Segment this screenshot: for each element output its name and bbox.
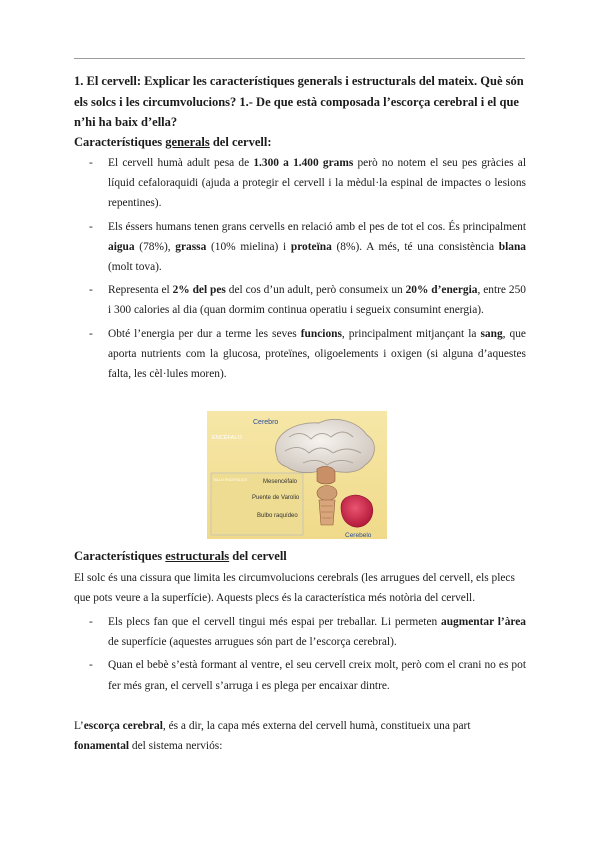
general-heading-post: del cervell: <box>209 135 272 149</box>
list-item: - Els éssers humans tenen grans cervells en relació amb el pes de tot el cos. És principalment aigua (78%), grassa (10% mielina) i proteïna (8%). A més, té una consistència blana (molt tova). <box>89 220 526 274</box>
structural-heading-post: del cervell <box>229 549 287 563</box>
structural-heading-pre: Característiques <box>74 549 166 563</box>
general-heading <box>74 132 272 152</box>
cortex-paragraph: L’escorça cerebral, és a dir, la capa més externa del cervell humà, constitueix una part fonamental del sistema nerviós: <box>74 720 471 753</box>
list-item: - Representa el 2% del pes del cos d’un adult, però consumeix un 20% d’energia, entre 250 i 300 calories al dia (quan dormim continua operatiu i segueix consumint energia). <box>89 284 526 317</box>
structural-heading-underlined: estructurals <box>165 549 230 563</box>
structural-list <box>74 612 526 699</box>
label-encefalo: ENCÉFALO <box>212 435 242 441</box>
cerebelo-shape <box>341 495 373 527</box>
structural-intro: El solc és una cissura que limita les circumvolucions cerebrals (les arrugues del cervell, els plecs que pots veure a la superfície). Aquests plecs és la característica més notòria del cervell. <box>74 572 515 605</box>
list-item: - El cervell humà adult pesa de 1.300 a 1.400 grams però no notem el seu pes gràcies al líquid cefaloraquidi (ajuda a protegir el cervell i la mèdul·la espinal de impactes o lesions repentines). <box>89 157 526 210</box>
label-cerebelo: Cerebelo <box>345 532 372 539</box>
label-bulbo: Bulbo raquídeo <box>257 513 298 519</box>
mesencefalo-shape <box>317 466 335 484</box>
brain-figure <box>207 411 387 539</box>
list-item: - Quan el bebè s’està formant al ventre, el seu cervell creix molt, però com el crani no es pot fer més gran, el cervell s’arruga i es plega per encaixar dintre. <box>89 659 526 692</box>
general-heading-pre: Característiques <box>74 135 166 149</box>
page-title: 1. El cervell: Explicar les característiques generals i estructurals del mateix. Què són els solcs i les circumvolucions? 1.- De que està composada l’escorça cerebral i el que n’hi ha baix d’ella? <box>74 74 524 129</box>
structural-heading <box>74 546 287 566</box>
general-list <box>74 153 526 387</box>
general-heading-underlined: generals <box>165 135 210 149</box>
label-puente: Puente de Varolio <box>252 495 300 501</box>
label-tallo: TALLO ENCEFÁLICO <box>213 478 248 482</box>
label-cerebro: Cerebro <box>253 419 279 426</box>
label-mesencefalo: Mesencéfalo <box>263 479 298 485</box>
bulbo-shape <box>319 500 335 525</box>
header-rule <box>74 58 525 59</box>
list-item: - Els plecs fan que el cervell tingui més espai per treballar. Li permeten augmentar l’àrea de superfície (aquestes arrugues són part de l’escorça cerebral). <box>89 616 527 649</box>
list-item: - Obté l’energia per dur a terme les seves funcions, principalment mitjançant la sang, que aporta nutrients com la glucosa, proteïnes, oligoelements i oxigen (si alguna d’aquestes falta, les cèl·lules moren). <box>89 327 526 381</box>
puente-shape <box>317 486 337 501</box>
